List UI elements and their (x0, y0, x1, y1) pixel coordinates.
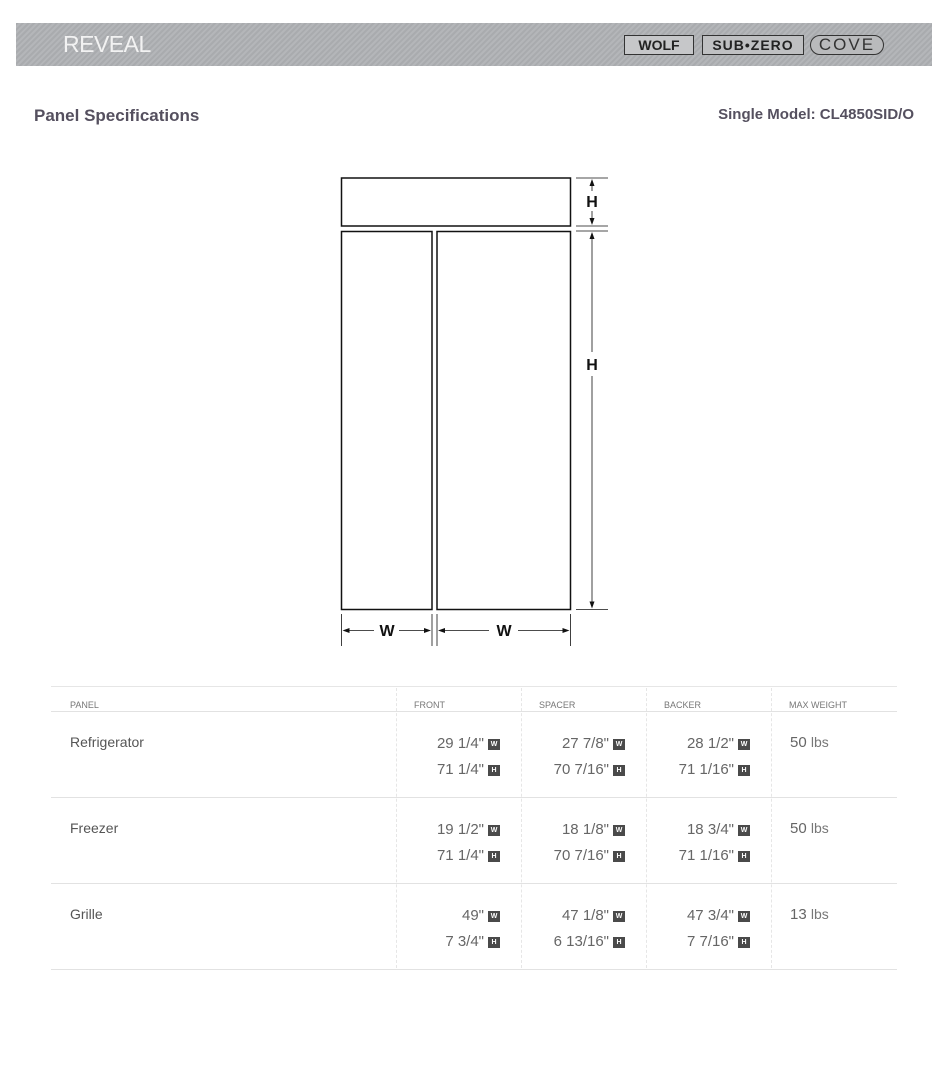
front-height: 71 1/4" H (437, 761, 500, 778)
width-badge: W (488, 739, 500, 750)
page-title: Panel Specifications (34, 106, 200, 125)
spacer-width: 47 1/8" W (562, 907, 625, 924)
width-badge: W (738, 739, 750, 750)
backer-width: 18 3/4" W (687, 821, 750, 838)
spacer-height: 70 7/16" H (554, 847, 625, 864)
front-width: 29 1/4" W (437, 735, 500, 752)
spacer-height: 70 7/16" H (554, 761, 625, 778)
width-badge: W (488, 825, 500, 836)
height-badge: H (613, 937, 625, 948)
width-badge: W (738, 911, 750, 922)
backer-height: 71 1/16" H (679, 847, 750, 864)
refrigerator-panel (437, 232, 571, 610)
refrigerator-height-label: H (586, 357, 598, 374)
freezer-panel (342, 232, 433, 610)
column-header-panel: PANEL (70, 700, 99, 710)
width-badge: W (613, 825, 625, 836)
height-badge: H (738, 851, 750, 862)
cove-logo: COVE (810, 35, 884, 55)
column-header-max-weight: MAX WEIGHT (789, 700, 847, 710)
height-badge: H (488, 937, 500, 948)
width-badge: W (613, 911, 625, 922)
max-weight: 13 lbs (790, 906, 829, 923)
panel-name: Freezer (70, 820, 119, 836)
column-divider (646, 688, 647, 968)
reveal-logo: REVEAL (63, 31, 151, 57)
grille-panel (342, 178, 571, 226)
width-badge: W (613, 739, 625, 750)
max-weight: 50 lbs (790, 820, 829, 837)
refrigerator-width-label: W (496, 623, 512, 640)
height-badge: H (613, 765, 625, 776)
width-badge: W (738, 825, 750, 836)
height-badge: H (613, 851, 625, 862)
front-height: 7 3/4" H (445, 933, 500, 950)
backer-height: 71 1/16" H (679, 761, 750, 778)
width-badge: W (488, 911, 500, 922)
spacer-height: 6 13/16" H (554, 933, 625, 950)
model-label: Single Model: CL4850SID/O (718, 106, 914, 123)
max-weight: 50 lbs (790, 734, 829, 751)
height-badge: H (738, 937, 750, 948)
height-badge: H (738, 765, 750, 776)
column-header-spacer: SPACER (539, 700, 576, 710)
front-width: 49" W (462, 907, 500, 924)
column-divider (771, 688, 772, 968)
height-badge: H (488, 851, 500, 862)
row-divider (51, 969, 897, 970)
column-divider (396, 688, 397, 968)
column-header-backer: BACKER (664, 700, 702, 710)
grille-height-label: H (586, 194, 598, 211)
panel-name: Grille (70, 906, 103, 922)
wolf-logo: WOLF (624, 35, 694, 55)
column-header-front: FRONT (414, 700, 445, 710)
spacer-width: 18 1/8" W (562, 821, 625, 838)
subzero-logo: SUB•ZERO (702, 35, 804, 55)
table-top-rule (51, 686, 897, 687)
front-width: 19 1/2" W (437, 821, 500, 838)
backer-width: 28 1/2" W (687, 735, 750, 752)
backer-width: 47 3/4" W (687, 907, 750, 924)
freezer-width-label: W (379, 623, 395, 640)
backer-height: 7 7/16" H (687, 933, 750, 950)
spacer-width: 27 7/8" W (562, 735, 625, 752)
panel-name: Refrigerator (70, 734, 144, 750)
height-badge: H (488, 765, 500, 776)
front-height: 71 1/4" H (437, 847, 500, 864)
column-divider (521, 688, 522, 968)
